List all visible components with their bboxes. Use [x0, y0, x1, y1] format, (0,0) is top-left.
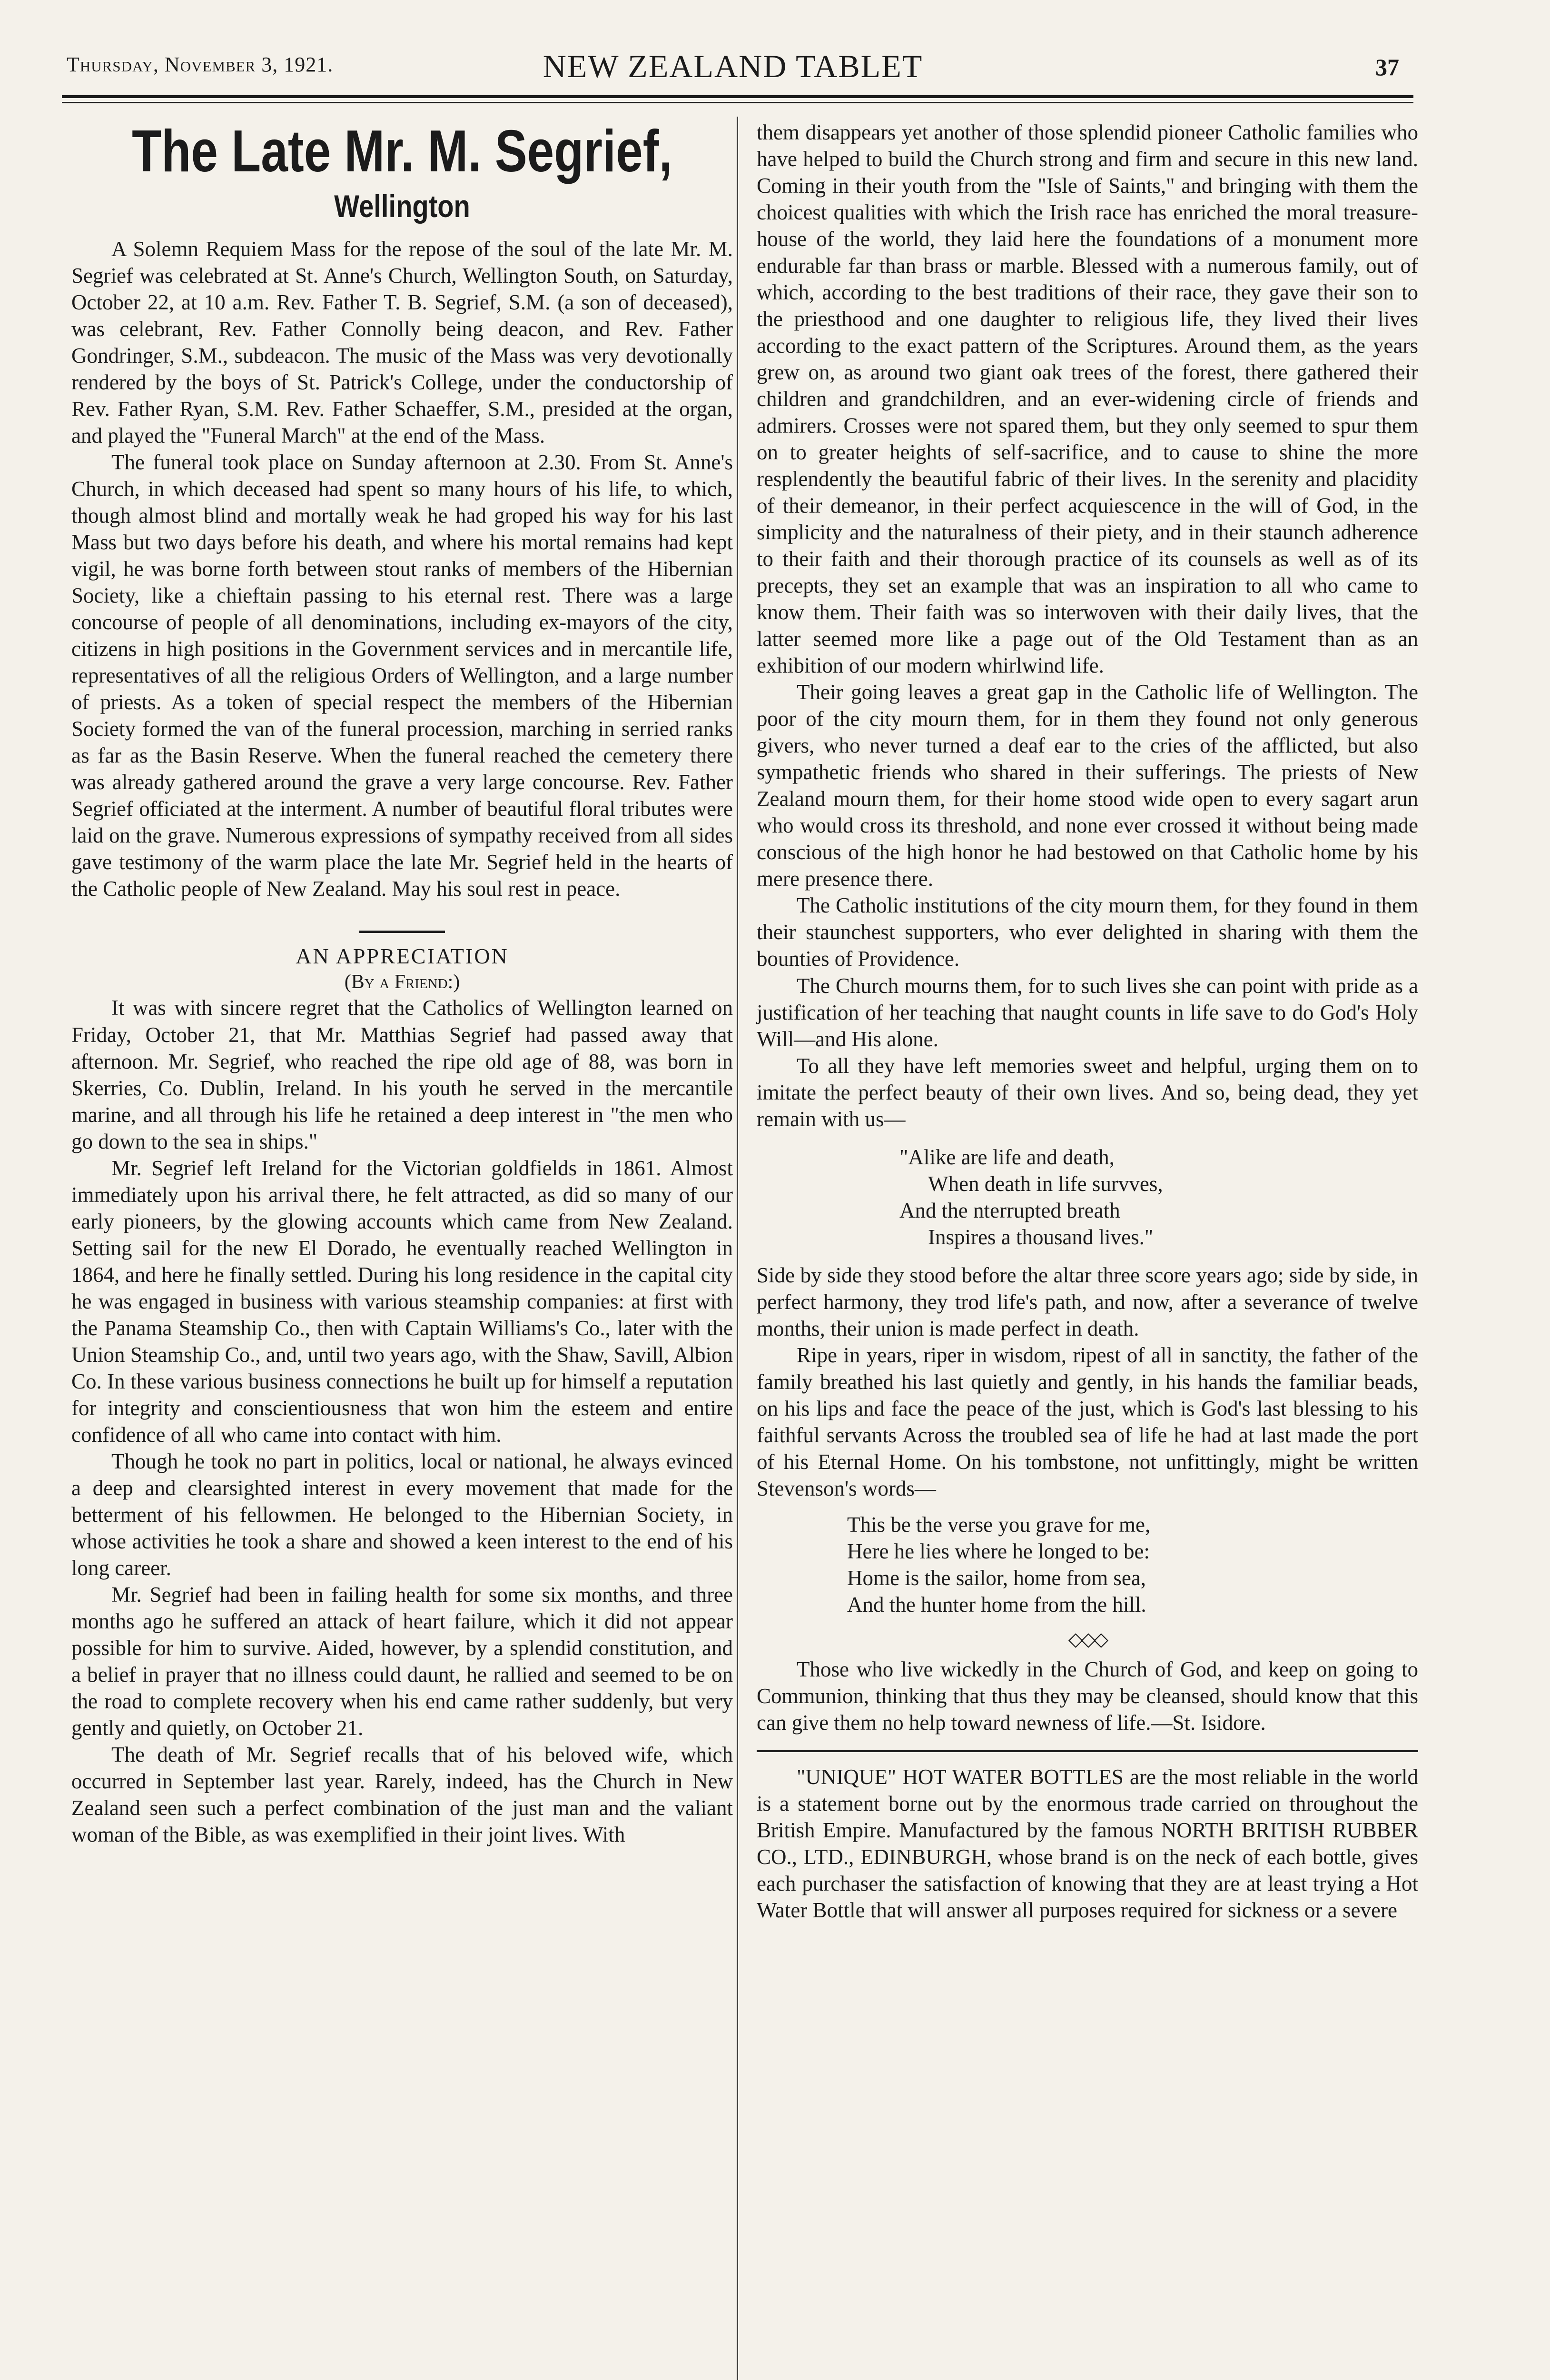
poem-line: Inspires a thousand lives."	[928, 1225, 1154, 1249]
appreciation-paragraph: Ripe in years, riper in wisdom, ripest of all in sanctity, the father of the family breathed his last quietly and gently, in his hands the familiar beads, on his lips and face the peace of the just, which is God's last blessing to his faithful servants Across the troubled sea of life he had at last made the port of his Eternal Home. On his tombstone, not unfittingly, might be written Stevenson's words—	[757, 1343, 1418, 1500]
appreciation-heading: AN APPRECIATION	[296, 943, 509, 968]
appreciation-paragraph: It was with sincere regret that the Catholics of Wellington learned on Friday, October 21, that Mr. Matthias Segrief had passed away that afternoon. Mr. Segrief, who reached the ripe old age of 88, was born in Skerries, Co. Dublin, Ireland. In his youth he served in the mercantile marine, and all through his life he retained a deep interest in "the men who go down to the sea in ships."	[71, 996, 733, 1153]
poem-line: And the hunter home from the hill.	[847, 1592, 1146, 1616]
section-divider	[359, 931, 445, 933]
publication-title: NEW ZEALAND TABLET	[543, 48, 923, 84]
poem-line: This be the verse you grave for me,	[847, 1512, 1151, 1537]
appreciation-paragraph: Side by side they stood before the altar three score years ago; side by side, in perfect harmony, they trod life's path, and now, after a severance of twelve months, their union is made perfect in death.	[757, 1263, 1418, 1340]
left-column	[71, 119, 733, 1848]
poem-line: Here he lies where he longed to be:	[847, 1539, 1150, 1563]
ornament-divider: ◇◇◇	[1068, 1628, 1107, 1650]
appreciation-paragraph: The Church mourns them, for to such lives she can point with pride as a justification of her teaching that naught counts in life save to do God's Holy Will—and His alone.	[757, 973, 1418, 1051]
isidore-quote: Those who live wickedly in the Church of God, and keep on going to Communion, thinking that thus they may be cleansed, should know that this can give them no help toward newness of life.—St. Isidore.	[757, 1657, 1418, 1735]
appreciation-paragraph: Mr. Segrief had been in failing health for some six months, and three months ago he suffered an attack of heart failure, which it did not appear possible for him to survive. Aided, however, by a splendid constitution, and a belief in prayer that no illness could daunt, he rallied and seemed to be on the road to complete recovery when his end came rather suddenly, but very gently and quietly, on October 21.	[71, 1582, 733, 1740]
appreciation-paragraph: To all they have left memories sweet and helpful, urging them on to imitate the perfect beauty of their own lives. And so, being dead, they yet remain with us—	[757, 1053, 1418, 1131]
poem-line: And the nterrupted breath	[899, 1198, 1120, 1222]
page-header	[57, 43, 1409, 95]
appreciation-byline: (By a Friend:)	[344, 971, 460, 993]
advert-rule	[757, 1750, 1418, 1752]
page-number: 37	[1375, 54, 1399, 80]
header-rule-thin	[62, 102, 1413, 103]
appreciation-paragraph: The Catholic institutions of the city mourn them, for they found in them their staunchest supporters, who ever delighted in sharing with them the bounties of Providence.	[757, 893, 1418, 971]
article-subtitle: Wellington	[334, 188, 470, 224]
poem-line: Home is the sailor, home from sea,	[847, 1566, 1146, 1590]
article-paragraph: A Solemn Requiem Mass for the repose of the soul of the late Mr. M. Segrief was celebrated at St. Anne's Church, Wellington South, on Saturday, October 22, at 10 a.m. Rev. Father T. B. Segrief, S.M. (a son of deceased), was celebrant, Rev. Father Connolly being deacon, and Rev. Father Gondringer, S.M., subdeacon. The music of the Mass was very devotionally rendered by the boys of St. Patrick's College, under the conductorship of Rev. Father Ryan, S.M. Rev. Father Schaeffer, S.M., presided at the organ, and played the "Funeral March" at the end of the Mass.	[71, 237, 733, 447]
poem-verse	[899, 1144, 1418, 1250]
poem-line: "Alike are life and death,	[899, 1145, 1115, 1169]
article-paragraph: The funeral took place on Sunday afternoon at 2.30. From St. Anne's Church, in which deceased had spent so many hours of his life, to which, though almost blind and mortally weak he had groped his way for his last Mass but two days before his death, and where his mortal remains had kept vigil, he was borne forth between stout ranks of members of the Hibernian Society, like a chieftain passing to his eternal rest. There was a large concourse of people of all denominations, including ex-mayors of the city, citizens in high positions in the Government services and in mercantile life, representatives of all the religious Orders of Wellington, and a large number of priests. As a token of special respect the members of the Hibernian Society formed the van of the funeral procession, marching in serried ranks as far as the Basin Reserve. When the funeral reached the cemetery there was already gathered around the grave a very large concourse. Rev. Father Segrief officiated at the interment. A number of beautiful floral tributes were laid on the grave. Numerous expressions of sympathy received from all sides gave testimony of the warm place the late Mr. Segrief held in the hearts of the Catholic people of New Zealand. May his soul rest in peace.	[71, 450, 733, 901]
stevenson-verse	[847, 1511, 1418, 1618]
appreciation-paragraph: The death of Mr. Segrief recalls that of his beloved wife, which occurred in September last year. Rarely, indeed, has the Church in New Zealand seen such a perfect combination of the just man and the valiant woman of the Bible, as was exemplified in their joint lives. With	[71, 1742, 733, 1846]
article-title: The Late Mr. M. Segrief,	[132, 119, 672, 184]
column-separator	[737, 117, 738, 2380]
advert-text: "UNIQUE" HOT WATER BOTTLES are the most reliable in the world is a statement borne out by the enormous trade carried on throughout the British Empire. Manufactured by the famous NORTH BRITISH RUBBER CO., LTD., EDINBURGH, whose brand is on the neck of each bottle, gives each purchaser the satisfaction of knowing that they are at least trying a Hot Water Bottle that will answer all purposes required for sickness or a severe	[757, 1765, 1418, 1922]
appreciation-paragraph: Mr. Segrief left Ireland for the Victorian goldfields in 1861. Almost immediately upon his arrival there, he felt attracted, as did so many of our early pioneers, by the glowing accounts which came from New Zealand. Setting sail for the new El Dorado, he eventually reached Wellington in 1864, and here he finally settled. During his long residence in the capital city he was engaged in business with various steamship companies: at first with the Panama Steamship Co., then with Captain Williams's Co., later with the Union Steamship Co., and, until two years ago, with the Shaw, Savill, Albion Co. In these various business connections he built up for himself a reputation for integrity and conscientiousness that won him the esteem and entire confidence of all who came into contact with him.	[71, 1156, 733, 1447]
right-column	[757, 119, 1418, 1924]
advert-block	[757, 1764, 1418, 1924]
poem-line: When death in life survves,	[928, 1171, 1163, 1196]
header-rule	[62, 95, 1413, 98]
appreciation-paragraph: Though he took no part in politics, local or national, he always evinced a deep and clearsighted interest in every movement that made for the betterment of his fellowmen. He belonged to the Hibernian Society, in whose activities he took a share and showed a keen interest to the end of his long career.	[71, 1449, 733, 1580]
appreciation-paragraph: them disappears yet another of those splendid pioneer Catholic families who have helped to build the Church strong and firm and secure in this new land. Coming in their youth from the "Isle of Saints," and bringing with them the choicest qualities with which the Irish race has enriched the moral treasure-house of the world, they laid here the foundations of a monument more endurable far than brass or marble. Blessed with a numerous family, out of which, according to the best traditions of their race, they gave their son to the priesthood and one daughter to religious life, they lived their lives according to the exact pattern of the Scriptures. Around them, as the years grew on, as around two giant oak trees of the forest, there gathered their children and grandchildren, and an ever-widening circle of friends and admirers. Crosses were not spared them, but they only seemed to spur them on to greater heights of self-sacrifice, and to cause to shine the more resplendently the beautiful fabric of their lives. In the serenity and placidity of their demeanor, in their perfect acquiescence in the will of God, in the simplicity and the naturalness of their piety, and in their staunch adherence to their faith and their thorough practice of its counsels as well as of its precepts, they set an example that was an inspiration to all who came to know them. Their faith was so interwoven with their daily lives, that the latter seemed more like a page out of the Old Testament than as an exhibition of our modern whirlwind life.	[757, 120, 1418, 678]
issue-date: Thursday, November 3, 1921.	[67, 53, 334, 76]
appreciation-paragraph: Their going leaves a great gap in the Catholic life of Wellington. The poor of the city mourn them, for in them they found not only generous givers, who never turned a deaf ear to the cries of the afflicted, but also sympathetic friends who shared in their sufferings. The priests of New Zealand mourn them, for their home stood wide open to every sagart arun who would cross its threshold, and none ever crossed it without being made conscious of the high honor he had bestowed on that Catholic home by his mere presence there.	[757, 680, 1418, 891]
